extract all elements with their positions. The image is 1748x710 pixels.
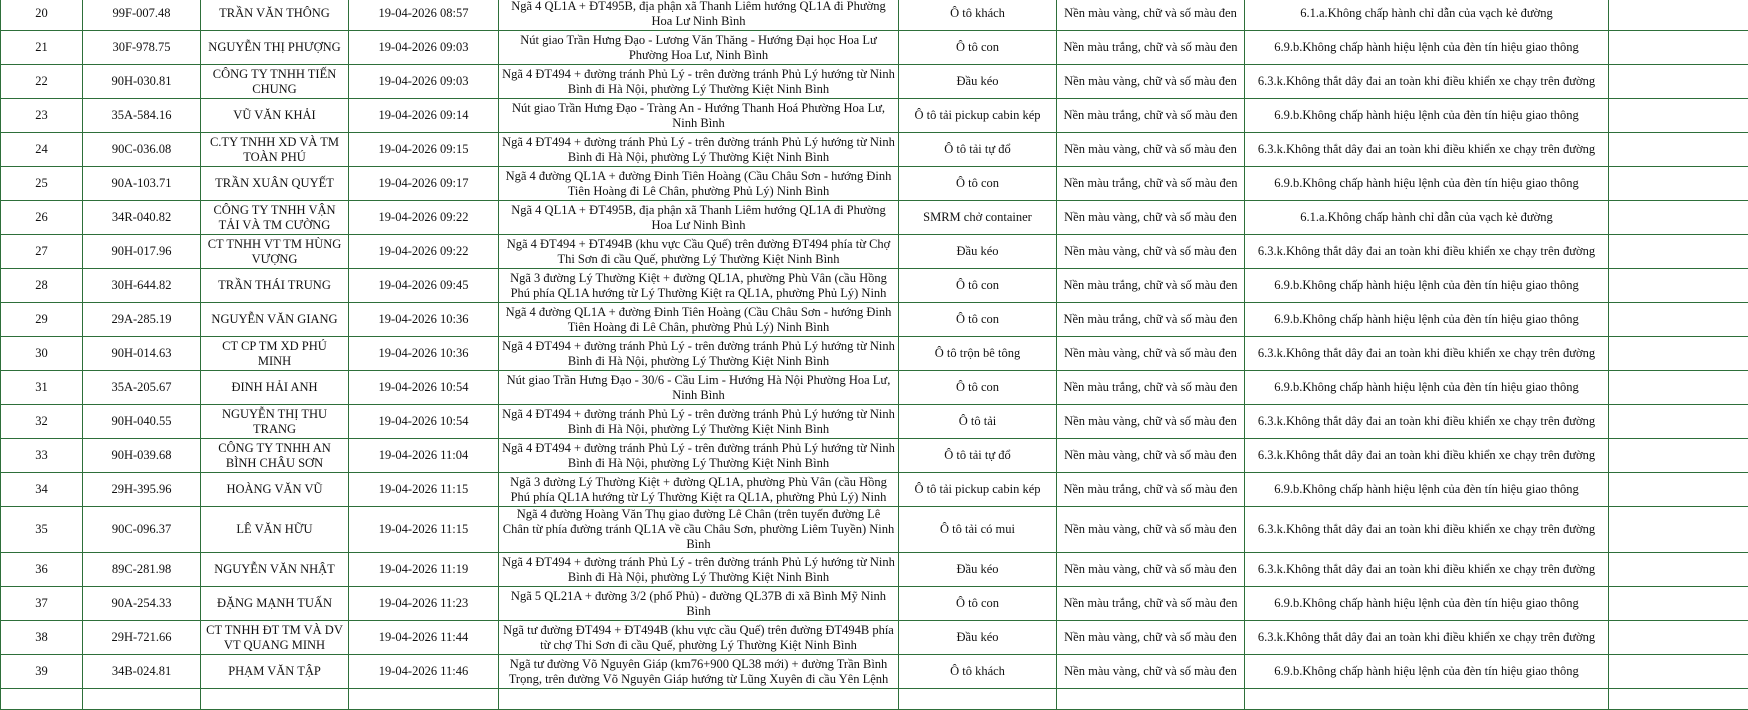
table-row [1, 235, 1748, 269]
cell-violation-time: 19-04-2026 11:46 [349, 655, 499, 689]
cell-stt: 21 [1, 31, 83, 65]
cell-stt: 28 [1, 269, 83, 303]
table-row [1, 553, 1748, 587]
cell-blank [1609, 473, 1748, 507]
cell-violation: 6.9.b.Không chấp hành hiệu lệnh của đèn tín hiệu giao thông [1245, 31, 1609, 65]
cell-license-plate: 90H-017.96 [83, 235, 201, 269]
cell-owner-name: LÊ VĂN HỮU [201, 507, 349, 553]
table-row [1, 31, 1748, 65]
cell-stt: 38 [1, 621, 83, 655]
cell-violation: 6.3.k.Không thắt dây đai an toàn khi điều khiển xe chạy trên đường [1245, 439, 1609, 473]
cell-vehicle-type: Ô tô tải pickup cabin kép [899, 99, 1057, 133]
cell-blank [1609, 439, 1748, 473]
cell-stt: 27 [1, 235, 83, 269]
cell-blank [1609, 621, 1748, 655]
cell-vehicle-type: Ô tô tải [899, 405, 1057, 439]
cell-location: Ngã 4 QL1A + ĐT495B, địa phận xã Thanh Liêm hướng QL1A đi Phường Hoa Lư Ninh Bình [499, 201, 899, 235]
cell-vehicle-type: Đầu kéo [899, 553, 1057, 587]
cell-violation-time: 19-04-2026 10:54 [349, 371, 499, 405]
cell-plate-color: Nền màu vàng, chữ và số màu đen [1057, 0, 1245, 31]
cell-plate-color: Nền màu trắng, chữ và số màu đen [1057, 371, 1245, 405]
cell-blank [1609, 65, 1748, 99]
cell-violation-time: 19-04-2026 11:04 [349, 439, 499, 473]
cell-vehicle-type: Ô tô con [899, 587, 1057, 621]
table-row [1, 405, 1748, 439]
cell-vehicle-type: Ô tô tải có mui [899, 507, 1057, 553]
cell-license-plate: 90H-030.81 [83, 65, 201, 99]
cell-violation-time: 19-04-2026 09:17 [349, 167, 499, 201]
table-row [1, 133, 1748, 167]
cell-owner-name: NGUYỄN THỊ THU TRANG [201, 405, 349, 439]
cell-license-plate: 89C-281.98 [83, 553, 201, 587]
cell-stt: 34 [1, 473, 83, 507]
cell-stt: 22 [1, 65, 83, 99]
cell-violation-time: 19-04-2026 10:54 [349, 405, 499, 439]
cell-owner-name: TRẦN VĂN THÔNG [201, 0, 349, 31]
cell-blank [1609, 655, 1748, 689]
cell-violation-time: 19-04-2026 09:22 [349, 235, 499, 269]
cell-violation-time: 19-04-2026 10:36 [349, 303, 499, 337]
cell-violation-time: 19-04-2026 11:19 [349, 553, 499, 587]
cell-plate-color: Nền màu vàng, chữ và số màu đen [1057, 507, 1245, 553]
cell-location: Ngã tư đường ĐT494 + ĐT494B (khu vực cầu Quế) trên đường ĐT494B phía từ chợ Thi Sơn đi cầu Quế, phường Lý Thường Kiệt Ninh Bình [499, 621, 899, 655]
cell-owner-name: TRẦN XUÂN QUYẾT [201, 167, 349, 201]
cell-stt: 23 [1, 99, 83, 133]
cell-license-plate: 30H-644.82 [83, 269, 201, 303]
cell-violation-time: 19-04-2026 08:57 [349, 0, 499, 31]
cell-license-plate: 90H-014.63 [83, 337, 201, 371]
cell-stt: 33 [1, 439, 83, 473]
cell-vehicle-type: Đầu kéo [899, 235, 1057, 269]
cell-plate-color: Nền màu trắng, chữ và số màu đen [1057, 269, 1245, 303]
cell-blank [83, 689, 201, 710]
cell-violation: 6.1.a.Không chấp hành chỉ dẫn của vạch kẻ đường [1245, 201, 1609, 235]
cell-blank [1, 689, 83, 710]
cell-stt: 20 [1, 0, 83, 31]
cell-vehicle-type: Ô tô con [899, 167, 1057, 201]
table-row [1, 439, 1748, 473]
cell-location: Ngã 4 đường QL1A + đường Đinh Tiên Hoàng (Cầu Châu Sơn - hướng Đinh Tiên Hoàng đi Lê Chân, phường Phủ Lý) Ninh Bình [499, 303, 899, 337]
cell-vehicle-type: Đầu kéo [899, 621, 1057, 655]
cell-plate-color: Nền màu vàng, chữ và số màu đen [1057, 201, 1245, 235]
table-row [1, 337, 1748, 371]
cell-owner-name: CÔNG TY TNHH VẬN TẢI VÀ TM CƯỜNG [201, 201, 349, 235]
cell-blank [1609, 201, 1748, 235]
table-row-partial [1, 689, 1748, 710]
cell-blank [1609, 553, 1748, 587]
cell-location: Ngã 3 đường Lý Thường Kiệt + đường QL1A, phường Phù Vân (cầu Hồng Phú phía QL1A hướng từ Lý Thường Kiệt ra QL1A, phường Phủ Lý) Ninh [499, 473, 899, 507]
cell-owner-name: NGUYỄN THỊ PHƯỢNG [201, 31, 349, 65]
cell-blank [1609, 269, 1748, 303]
cell-violation: 6.9.b.Không chấp hành hiệu lệnh của đèn tín hiệu giao thông [1245, 303, 1609, 337]
cell-blank [1057, 689, 1245, 710]
cell-license-plate: 99F-007.48 [83, 0, 201, 31]
cell-plate-color: Nền màu vàng, chữ và số màu đen [1057, 337, 1245, 371]
cell-plate-color: Nền màu trắng, chữ và số màu đen [1057, 167, 1245, 201]
table-row [1, 473, 1748, 507]
cell-violation: 6.9.b.Không chấp hành hiệu lệnh của đèn tín hiệu giao thông [1245, 587, 1609, 621]
cell-violation-time: 19-04-2026 09:15 [349, 133, 499, 167]
cell-location: Ngã 4 QL1A + ĐT495B, địa phận xã Thanh Liêm hướng QL1A đi Phường Hoa Lư Ninh Bình [499, 0, 899, 31]
cell-vehicle-type: Ô tô khách [899, 0, 1057, 31]
cell-location: Ngã 3 đường Lý Thường Kiệt + đường QL1A, phường Phù Vân (cầu Hồng Phú phía QL1A hướng từ Lý Thường Kiệt ra QL1A, phường Phủ Lý) Ninh [499, 269, 899, 303]
cell-stt: 30 [1, 337, 83, 371]
cell-vehicle-type: SMRM chở container [899, 201, 1057, 235]
cell-vehicle-type: Đầu kéo [899, 65, 1057, 99]
cell-location: Ngã 4 ĐT494 + đường tránh Phủ Lý - trên đường tránh Phủ Lý hướng từ Ninh Bình đi Hà Nội, phường Lý Thường Kiệt Ninh Bình [499, 553, 899, 587]
cell-plate-color: Nền màu trắng, chữ và số màu đen [1057, 99, 1245, 133]
cell-location: Ngã 4 ĐT494 + đường tránh Phủ Lý - trên đường tránh Phủ Lý hướng từ Ninh Bình đi Hà Nội, phường Lý Thường Kiệt Ninh Bình [499, 133, 899, 167]
cell-license-plate: 34R-040.82 [83, 201, 201, 235]
cell-stt: 36 [1, 553, 83, 587]
cell-violation: 6.9.b.Không chấp hành hiệu lệnh của đèn tín hiệu giao thông [1245, 167, 1609, 201]
cell-vehicle-type: Ô tô con [899, 303, 1057, 337]
cell-stt: 29 [1, 303, 83, 337]
cell-violation: 6.3.k.Không thắt dây đai an toàn khi điều khiển xe chạy trên đường [1245, 65, 1609, 99]
cell-license-plate: 35A-584.16 [83, 99, 201, 133]
table-row [1, 621, 1748, 655]
cell-owner-name: NGUYỄN VĂN NHẬT [201, 553, 349, 587]
table-row [1, 269, 1748, 303]
cell-vehicle-type: Ô tô trộn bê tông [899, 337, 1057, 371]
cell-violation: 6.9.b.Không chấp hành hiệu lệnh của đèn tín hiệu giao thông [1245, 371, 1609, 405]
cell-blank [1245, 689, 1609, 710]
cell-blank [1609, 235, 1748, 269]
cell-license-plate: 90A-103.71 [83, 167, 201, 201]
cell-location: Nút giao Trần Hưng Đạo - 30/6 - Cầu Lim - Hướng Hà Nội Phường Hoa Lư, Ninh Bình [499, 371, 899, 405]
cell-license-plate: 29A-285.19 [83, 303, 201, 337]
cell-location: Nút giao Trần Hưng Đạo - Tràng An - Hướng Thanh Hoá Phường Hoa Lư, Ninh Bình [499, 99, 899, 133]
cell-stt: 35 [1, 507, 83, 553]
cell-violation-time: 19-04-2026 09:03 [349, 31, 499, 65]
cell-violation-time: 19-04-2026 09:45 [349, 269, 499, 303]
cell-violation: 6.3.k.Không thắt dây đai an toàn khi điều khiển xe chạy trên đường [1245, 621, 1609, 655]
cell-location: Ngã tư đường Võ Nguyên Giáp (km76+900 QL38 mới) + đường Trần Bình Trọng, trên đường Võ Nguyên Giáp hướng từ Lũng Xuyên đi cầu Yên Lệnh [499, 655, 899, 689]
cell-license-plate: 29H-395.96 [83, 473, 201, 507]
cell-owner-name: HOÀNG VĂN VŨ [201, 473, 349, 507]
cell-location: Ngã 4 ĐT494 + đường tránh Phủ Lý - trên đường tránh Phủ Lý hướng từ Ninh Bình đi Hà Nội, phường Lý Thường Kiệt Ninh Bình [499, 65, 899, 99]
cell-violation-time: 19-04-2026 11:44 [349, 621, 499, 655]
table-row [1, 655, 1748, 689]
cell-location: Ngã 4 đường QL1A + đường Đinh Tiên Hoàng (Cầu Châu Sơn - hướng Đinh Tiên Hoàng đi Lê Chân, phường Phủ Lý) Ninh Bình [499, 167, 899, 201]
cell-owner-name: CÔNG TY TNHH TIẾN CHUNG [201, 65, 349, 99]
cell-violation-time: 19-04-2026 10:36 [349, 337, 499, 371]
table-row [1, 303, 1748, 337]
cell-owner-name: VŨ VĂN KHẢI [201, 99, 349, 133]
cell-plate-color: Nền màu vàng, chữ và số màu đen [1057, 553, 1245, 587]
cell-owner-name: C.TY TNHH XD VÀ TM TOÀN PHÚ [201, 133, 349, 167]
cell-license-plate: 90A-254.33 [83, 587, 201, 621]
cell-blank [1609, 689, 1748, 710]
cell-vehicle-type: Ô tô tải pickup cabin kép [899, 473, 1057, 507]
cell-location: Ngã 4 ĐT494 + đường tránh Phủ Lý - trên đường tránh Phủ Lý hướng từ Ninh Bình đi Hà Nội, phường Lý Thường Kiệt Ninh Bình [499, 337, 899, 371]
cell-plate-color: Nền màu trắng, chữ và số màu đen [1057, 303, 1245, 337]
cell-violation: 6.3.k.Không thắt dây đai an toàn khi điều khiển xe chạy trên đường [1245, 133, 1609, 167]
cell-license-plate: 90H-039.68 [83, 439, 201, 473]
cell-blank [1609, 0, 1748, 31]
cell-stt: 39 [1, 655, 83, 689]
cell-blank [1609, 303, 1748, 337]
cell-stt: 24 [1, 133, 83, 167]
cell-plate-color: Nền màu vàng, chữ và số màu đen [1057, 439, 1245, 473]
cell-vehicle-type: Ô tô khách [899, 655, 1057, 689]
cell-plate-color: Nền màu vàng, chữ và số màu đen [1057, 65, 1245, 99]
cell-violation: 6.9.b.Không chấp hành hiệu lệnh của đèn tín hiệu giao thông [1245, 473, 1609, 507]
cell-violation: 6.3.k.Không thắt dây đai an toàn khi điều khiển xe chạy trên đường [1245, 235, 1609, 269]
cell-stt: 31 [1, 371, 83, 405]
cell-owner-name: CT TNHH VT TM HÙNG VƯỢNG [201, 235, 349, 269]
cell-location: Ngã 4 ĐT494 + ĐT494B (khu vực Cầu Quế) trên đường ĐT494 phía từ Chợ Thi Sơn đi cầu Quế, phường Lý Thường Kiệt Ninh Bình [499, 235, 899, 269]
cell-violation-time: 19-04-2026 09:14 [349, 99, 499, 133]
cell-blank [1609, 507, 1748, 553]
cell-location: Ngã 5 QL21A + đường 3/2 (phố Phủ) - đường QL37B đi xã Bình Mỹ Ninh Bình [499, 587, 899, 621]
cell-blank [499, 689, 899, 710]
cell-violation-time: 19-04-2026 09:22 [349, 201, 499, 235]
cell-violation-time: 19-04-2026 11:15 [349, 473, 499, 507]
cell-plate-color: Nền màu vàng, chữ và số màu đen [1057, 405, 1245, 439]
cell-owner-name: CT TNHH ĐT TM VÀ DV VT QUANG MINH [201, 621, 349, 655]
cell-location: Nút giao Trần Hưng Đạo - Lương Văn Thăng - Hướng Đại học Hoa Lư Phường Hoa Lư, Ninh Bình [499, 31, 899, 65]
cell-location: Ngã 4 đường Hoàng Văn Thụ giao đường Lê Chân (trên tuyến đường Lê Chân từ phía đường tránh QL1A về cầu Châu Sơn, phường Liêm Tuyền) Ninh Bình [499, 507, 899, 553]
cell-vehicle-type: Ô tô tải tự đổ [899, 439, 1057, 473]
cell-license-plate: 29H-721.66 [83, 621, 201, 655]
cell-plate-color: Nền màu vàng, chữ và số màu đen [1057, 133, 1245, 167]
cell-blank [201, 689, 349, 710]
cell-stt: 26 [1, 201, 83, 235]
cell-plate-color: Nền màu trắng, chữ và số màu đen [1057, 587, 1245, 621]
cell-violation: 6.9.b.Không chấp hành hiệu lệnh của đèn tín hiệu giao thông [1245, 99, 1609, 133]
cell-plate-color: Nền màu vàng, chữ và số màu đen [1057, 655, 1245, 689]
cell-stt: 32 [1, 405, 83, 439]
cell-violation: 6.9.b.Không chấp hành hiệu lệnh của đèn tín hiệu giao thông [1245, 655, 1609, 689]
table-row [1, 0, 1748, 31]
cell-violation: 6.3.k.Không thắt dây đai an toàn khi điều khiển xe chạy trên đường [1245, 337, 1609, 371]
cell-blank [899, 689, 1057, 710]
cell-license-plate: 35A-205.67 [83, 371, 201, 405]
cell-stt: 25 [1, 167, 83, 201]
cell-owner-name: TRẦN THÁI TRUNG [201, 269, 349, 303]
cell-violation-time: 19-04-2026 11:23 [349, 587, 499, 621]
cell-violation: 6.9.b.Không chấp hành hiệu lệnh của đèn tín hiệu giao thông [1245, 269, 1609, 303]
cell-location: Ngã 4 ĐT494 + đường tránh Phủ Lý - trên đường tránh Phủ Lý hướng từ Ninh Bình đi Hà Nội, phường Lý Thường Kiệt Ninh Bình [499, 405, 899, 439]
cell-blank [349, 689, 499, 710]
cell-plate-color: Nền màu vàng, chữ và số màu đen [1057, 235, 1245, 269]
table-row [1, 167, 1748, 201]
cell-owner-name: ĐẶNG MẠNH TUẤN [201, 587, 349, 621]
cell-license-plate: 90C-036.08 [83, 133, 201, 167]
table-row [1, 587, 1748, 621]
cell-blank [1609, 31, 1748, 65]
cell-violation: 6.3.k.Không thắt dây đai an toàn khi điều khiển xe chạy trên đường [1245, 405, 1609, 439]
cell-vehicle-type: Ô tô con [899, 371, 1057, 405]
table-row [1, 507, 1748, 553]
cell-owner-name: CÔNG TY TNHH AN BÌNH CHÂU SƠN [201, 439, 349, 473]
cell-violation: 6.3.k.Không thắt dây đai an toàn khi điều khiển xe chạy trên đường [1245, 553, 1609, 587]
cell-plate-color: Nền màu trắng, chữ và số màu đen [1057, 473, 1245, 507]
cell-vehicle-type: Ô tô con [899, 269, 1057, 303]
cell-plate-color: Nền màu trắng, chữ và số màu đen [1057, 31, 1245, 65]
cell-blank [1609, 99, 1748, 133]
cell-blank [1609, 587, 1748, 621]
cell-license-plate: 90H-040.55 [83, 405, 201, 439]
cell-stt: 37 [1, 587, 83, 621]
cell-blank [1609, 405, 1748, 439]
cell-license-plate: 34B-024.81 [83, 655, 201, 689]
cell-owner-name: CT CP TM XD PHÚ MINH [201, 337, 349, 371]
cell-blank [1609, 337, 1748, 371]
cell-blank [1609, 371, 1748, 405]
cell-vehicle-type: Ô tô con [899, 31, 1057, 65]
cell-violation-time: 19-04-2026 11:15 [349, 507, 499, 553]
cell-owner-name: PHẠM VĂN TẬP [201, 655, 349, 689]
cell-violation-time: 19-04-2026 09:03 [349, 65, 499, 99]
table-row [1, 99, 1748, 133]
cell-violation: 6.1.a.Không chấp hành chỉ dẫn của vạch kẻ đường [1245, 0, 1609, 31]
cell-blank [1609, 133, 1748, 167]
cell-plate-color: Nền màu vàng, chữ và số màu đen [1057, 621, 1245, 655]
cell-owner-name: NGUYỄN VĂN GIANG [201, 303, 349, 337]
cell-vehicle-type: Ô tô tải tự đổ [899, 133, 1057, 167]
cell-owner-name: ĐINH HẢI ANH [201, 371, 349, 405]
table-row [1, 371, 1748, 405]
table-row [1, 201, 1748, 235]
cell-blank [1609, 167, 1748, 201]
cell-license-plate: 90C-096.37 [83, 507, 201, 553]
cell-location: Ngã 4 ĐT494 + đường tránh Phủ Lý - trên đường tránh Phủ Lý hướng từ Ninh Bình đi Hà Nội, phường Lý Thường Kiệt Ninh Bình [499, 439, 899, 473]
cell-license-plate: 30F-978.75 [83, 31, 201, 65]
table-row [1, 65, 1748, 99]
cell-violation: 6.3.k.Không thắt dây đai an toàn khi điều khiển xe chạy trên đường [1245, 507, 1609, 553]
